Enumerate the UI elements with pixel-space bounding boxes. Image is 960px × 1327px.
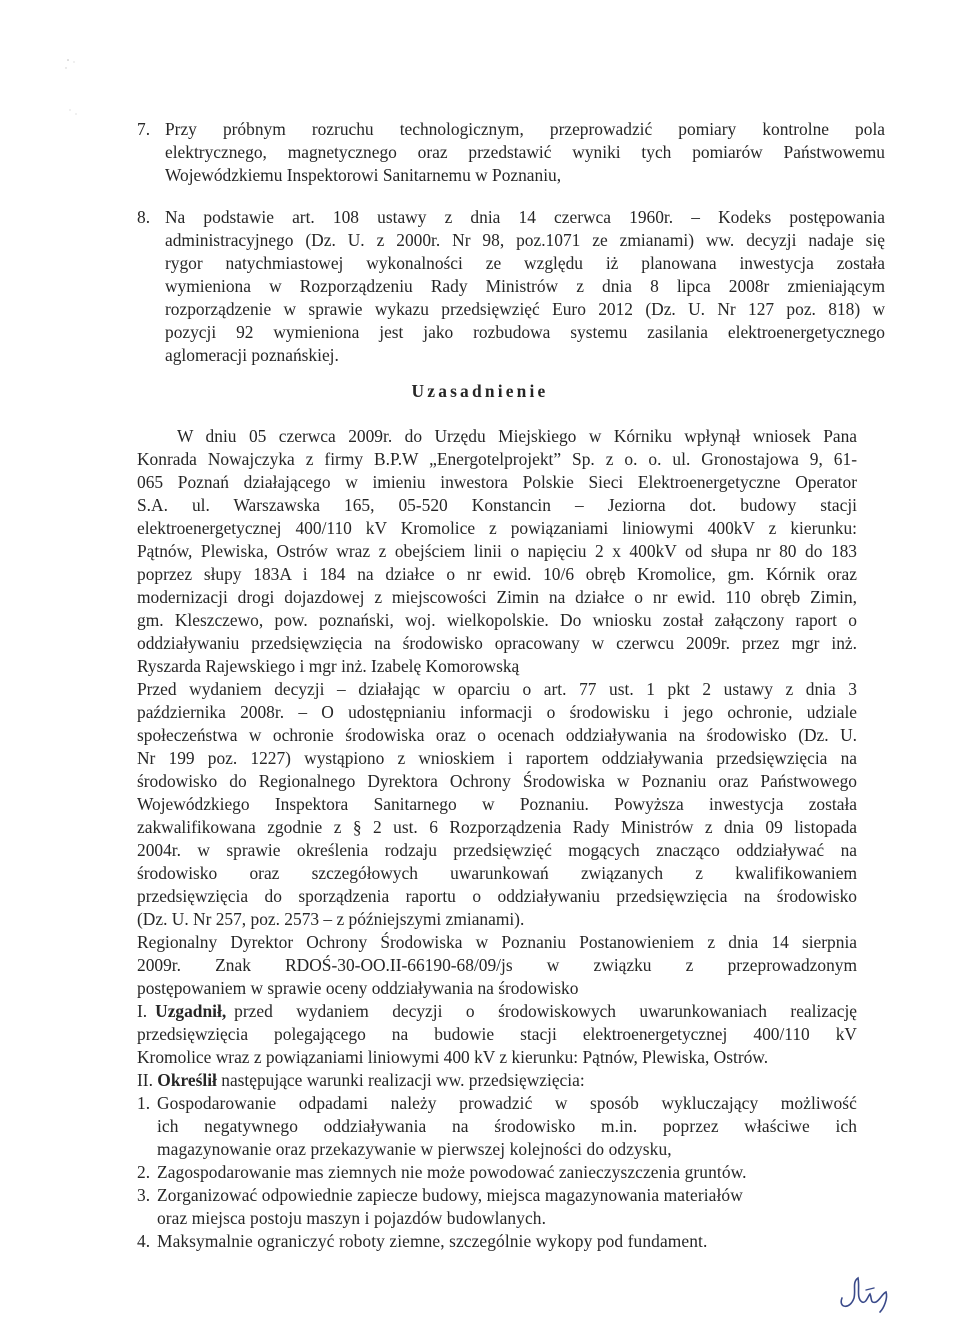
item-7-line: Wojewódzkiemu Inspektorowi Sanitarnemu w Poznaniu, <box>165 165 562 185</box>
condition-number: 1. <box>137 1093 151 1113</box>
item-7-line: elektrycznego, magnetycznego oraz przedstawić wyniki tych pomiarów Państwowemu <box>165 142 885 162</box>
section-heading: Uzasadnienie <box>411 381 549 401</box>
condition-item <box>137 1184 857 1230</box>
item-7-line: Przy próbnym rozruchu technologicznym, przeprowadzić pomiary kontrolne pola <box>165 119 885 139</box>
justification-body <box>137 425 857 1000</box>
item-8-line: wymieniona w Rozporządzeniu Rady Ministrów z dnia 8 lipca 2008r zmieniającym <box>165 276 885 296</box>
condition-line: Maksymalnie ograniczyć roboty ziemne, szczególnie wykopy pod fundament. <box>157 1231 708 1251</box>
body-line: elektroenergetycznej 400/110 kV Kromolice z powiązaniami liniowymi 400kV z kierunku: <box>137 518 857 538</box>
point-ii <box>137 1069 857 1092</box>
item-8-number: 8. <box>137 207 151 227</box>
body-line: poprzez słupy 183A i 184 na działce o nr ewid. 10/6 obręb Kromolice, gm. Kórnik oraz <box>137 564 857 584</box>
body-line: zakwalifikowana zgodnie z § 2 ust. 6 Rozporządzenia Rady Ministrów z dnia 09 listopada <box>137 817 857 837</box>
item-8-line: administracyjnego (Dz. U. z 2000r. Nr 98, poz.1071 ze zmianami) ww. decyzji nadaje się <box>165 230 885 250</box>
body-line: 065 Poznań działającego w imieniu inwestora Polskie Sieci Elektroenergetyczne Operator <box>137 472 857 492</box>
condition-number: 2. <box>137 1162 151 1182</box>
point-ii-line <box>137 1069 857 1092</box>
body-line: Nr 199 poz. 1227) wystąpiono z wnioskiem i raportem oddziaływania przedsięwzięcia na <box>137 748 857 768</box>
condition-item <box>137 1092 857 1161</box>
point-ii-prefix: II. <box>137 1070 153 1090</box>
point-i-prefix: I. <box>137 1001 148 1021</box>
body-line: Ryszarda Rajewskiego i mgr inż. Izabelę Komorowską <box>137 656 520 676</box>
body-line: Regionalny Dyrektor Ochrony Środowiska w Poznaniu Postanowieniem z dnia 14 sierpnia <box>137 932 857 952</box>
body-line: 2009r. Znak RDOŚ-30-OO.II-66190-68/09/js w związku z przeprowadzonym <box>137 955 857 975</box>
condition-item <box>137 1230 857 1253</box>
item-8-line: pozycji 92 wymieniona jest jako rozbudowa systemu zasilania elektroenergetycznego <box>165 322 885 342</box>
body-line: W dniu 05 czerwca 2009r. do Urzędu Miejskiego w Kórniku wpłynął wniosek Pana <box>177 426 857 446</box>
body-line: modernizacji drogi dojazdowej z miejscowości Zimin na działce o nr ewid. 110 obręb Zimin, <box>137 587 857 607</box>
body-line: społeczeństwa w ochronie środowiska oraz o ocenach oddziaływania na środowisko (Dz. U. <box>137 725 857 745</box>
item-8-line: rygor natychmiastowej wykonalności ze względu iż planowana inwestycja została <box>165 253 885 273</box>
condition-item <box>137 1161 857 1184</box>
condition-line: Gospodarowanie odpadami należy prowadzić w sposób wykluczający możliwość <box>157 1093 857 1113</box>
condition-line: ich negatywnego oddziaływania na środowisko m.in. poprzez właściwe ich <box>157 1116 857 1136</box>
point-i-line: Kromolice wraz z powiązaniami liniowymi 400 kV z kierunku: Pątnów, Plewiska, Ostrów. <box>137 1047 769 1067</box>
condition-line: magazynowanie oraz przekazywanie w pierwszej kolejności do odzysku, <box>157 1139 672 1159</box>
condition-line: oraz miejsca postoju maszyn i pojazdów budowlanych. <box>157 1208 547 1228</box>
body-line: środowisko oraz szczegółowych uwarunkowań związanych z kwalifikowaniem <box>137 863 857 883</box>
scan-specks <box>60 50 100 140</box>
item-7-number: 7. <box>137 119 151 139</box>
body-line: postępowaniem w sprawie oceny oddziaływania na środowisko <box>137 978 579 998</box>
body-line: środowisko do Regionalnego Dyrektora Ochrony Środowiska w Poznaniu oraz Państwowego <box>137 771 857 791</box>
point-i-line: przedsięwzięcia polegającego na budowie stacji elektroenergetycznej 400/110 kV <box>137 1024 857 1044</box>
body-line: Pątnów, Plewiska, Ostrów wraz z obejściem linii o napięciu 2 x 400kV od słupa nr 80 do 183 <box>137 541 857 561</box>
condition-number: 3. <box>137 1185 151 1205</box>
condition-number: 4. <box>137 1231 151 1251</box>
condition-line: Zagospodarowanie mas ziemnych nie może powodować zanieczyszczenia gruntów. <box>157 1162 747 1182</box>
point-ii-bold: Określił <box>157 1070 217 1090</box>
body-line: przedsięwzięcia do sporządzenia raportu o oddziaływaniu przedsięwzięcia na środowisko <box>137 886 857 906</box>
item-8-line: rozporządzenie w sprawie wykazu przedsięwzięć Euro 2012 (Dz. U. Nr 127 poz. 818) w <box>165 299 885 319</box>
body-line: Wojewódzkiego Inspektora Sanitarnego w Poznaniu. Powyższa inwestycja została <box>137 794 857 814</box>
point-i-first-line <box>137 1000 857 1023</box>
condition-line: Zorganizować odpowiednie zapiecze budowy, miejsca magazynowania materiałów <box>157 1185 743 1205</box>
item-8-line: aglomeracji poznańskiej. <box>165 345 339 365</box>
body-line: gm. Kleszczewo, pow. poznański, woj. wielkopolskie. Do wniosku został załączony raport o <box>137 610 857 630</box>
body-line: 2004r. w sprawie określenia rodzaju przedsięwzięć mogących znacząco oddziaływać na <box>137 840 857 860</box>
body-line: oddziaływaniu przedsięwzięcia na środowisko opracowany w czerwcu 2009r. przez mgr inż. <box>137 633 857 653</box>
handwritten-initials <box>836 1268 900 1314</box>
body-line: Konrada Nowajczyka z firmy B.P.W „Energotelprojekt” Sp. z o. o. ul. Gronostajowa 9, 61- <box>137 449 857 469</box>
point-ii-rest: następujące warunki realizacji ww. przedsięwzięcia: <box>221 1070 585 1090</box>
body-line: Przed wydaniem decyzji – działając w oparciu o art. 77 ust. 1 pkt 2 ustawy z dnia 3 <box>137 679 857 699</box>
body-line: (Dz. U. Nr 257, poz. 2573 – z późniejszymi zmianami). <box>137 909 525 929</box>
point-i <box>137 1000 857 1069</box>
body-line: S.A. ul. Warszawska 165, 05-520 Konstancin – Jeziorna dot. budowy stacji <box>137 495 857 515</box>
item-8-line: Na podstawie art. 108 ustawy z dnia 14 czerwca 1960r. – Kodeks postępowania <box>165 207 885 227</box>
point-i-line: przed wydaniem decyzji o środowiskowych uwarunkowaniach realizację <box>234 1001 857 1021</box>
body-line: października 2008r. – O udostępnianiu informacji o środowisku i jego ochronie, udziale <box>137 702 857 722</box>
point-i-bold: Uzgadnił, <box>155 1001 227 1021</box>
conditions-list <box>137 1092 857 1253</box>
